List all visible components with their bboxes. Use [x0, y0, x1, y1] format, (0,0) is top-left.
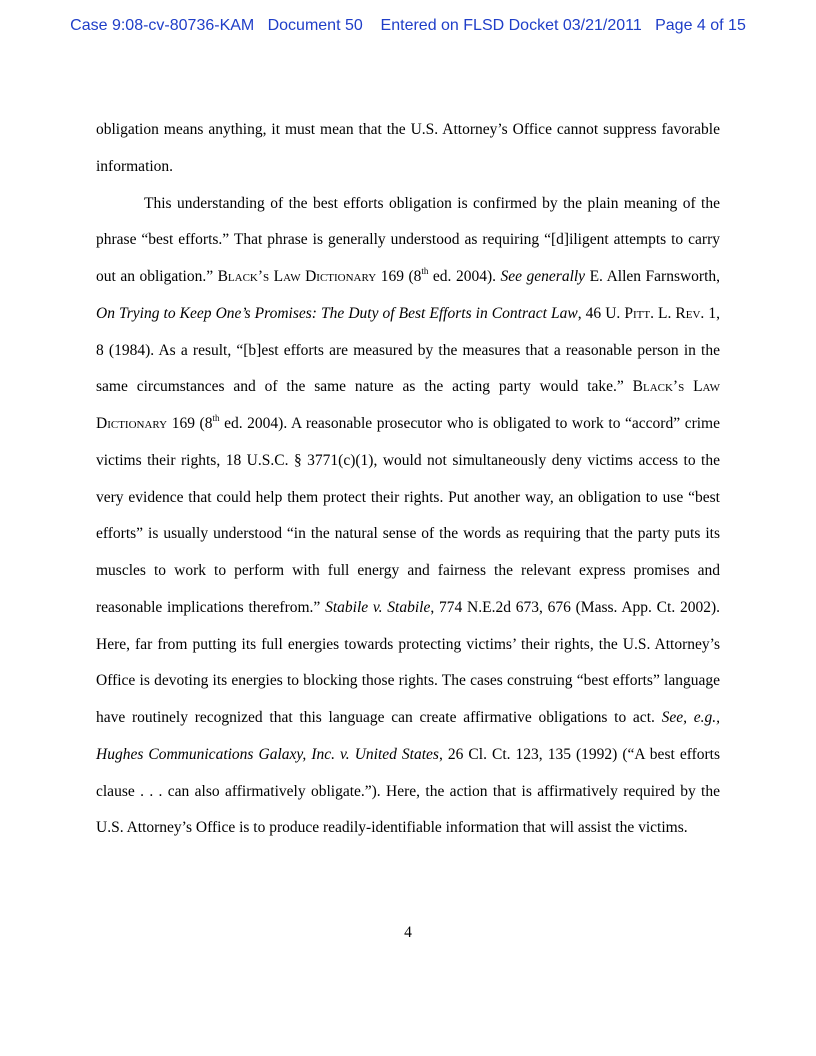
paragraph-best-efforts: This understanding of the best efforts obligation is confirmed by the plain meaning of the phrase “best efforts.” That phrase is generally understood as requiring “[d]iligent attempts to carry out an obligation.” Black’s Law Dictionary 169 (8th ed. 2004). See generally E. Allen Farnsworth, On Trying to Keep One’s Promises: The Duty of Best Efforts in Contract Law, 46 U. Pitt. L. Rev. 1, 8 (1984). As a result, “[b]est efforts are measured by the measures that a reasonable person in the same circumstances and of the same nature as the acting party would take.” Black’s Law Dictionary 169 (8th ed. 2004). A reasonable prosecutor who is obligated to work to “accord” crime victims their rights, 18 U.S.C. § 3771(c)(1), would not simultaneously deny victims access to the very evidence that could help them protect their rights. Put another way, an obligation to use “best efforts” is usually understood “in the natural sense of the words as requiring that the party puts its muscles to work to perform with full energy and fairness the relevant express promises and reasonable implications therefrom.” Stabile v. Stabile, 774 N.E.2d 673, 676 (Mass. App. Ct. 2002). Here, far from putting its full energies towards protecting victims’ their rights, the U.S. Attorney’s Office is devoting its energies to blocking those rights. The cases construing “best efforts” language have routinely recognized that this language can create affirmative obligations to act. See, e.g., Hughes Communications Galaxy, Inc. v. United States, 26 Cl. Ct. 123, 135 (1992) (“A best efforts clause . . . can also affirmatively obligate.”). Here, the action that is affirmatively required by the U.S. Attorney’s Office is to produce readily-identifiable information that will assist the victims.: [96, 194, 721, 837]
case-name-stabile: Stabile v. Stabile: [325, 598, 431, 616]
article-title: On Trying to Keep One’s Promises: The Duty of Best Efforts in Contract Law: [96, 304, 578, 322]
document-number: Document 50: [267, 17, 363, 34]
signal-see-generally: See generally: [500, 268, 586, 285]
page-number: 4: [404, 924, 412, 941]
docket-entry: Entered on FLSD Docket 03/21/2011: [380, 17, 642, 34]
case-number: Case 9:08-cv-80736-KAM: [70, 17, 255, 34]
citation-blacks-law: Black’s Law Dictionary: [217, 268, 377, 285]
document-body: [96, 112, 720, 847]
paragraph-continuation: obligation means anything, it must mean that the U.S. Attorney’s Office cannot suppress favorable information.: [96, 121, 720, 175]
case-name-hughes: See, e.g., Hughes Communications Galaxy, Inc. v. United States: [96, 709, 720, 763]
citation-blacks-law: Black’s Law Dictionary: [96, 378, 720, 432]
journal-name: Pitt. L. Rev.: [624, 304, 705, 322]
page-indicator: Page 4 of 15: [655, 17, 746, 34]
docket-header: [0, 17, 816, 35]
